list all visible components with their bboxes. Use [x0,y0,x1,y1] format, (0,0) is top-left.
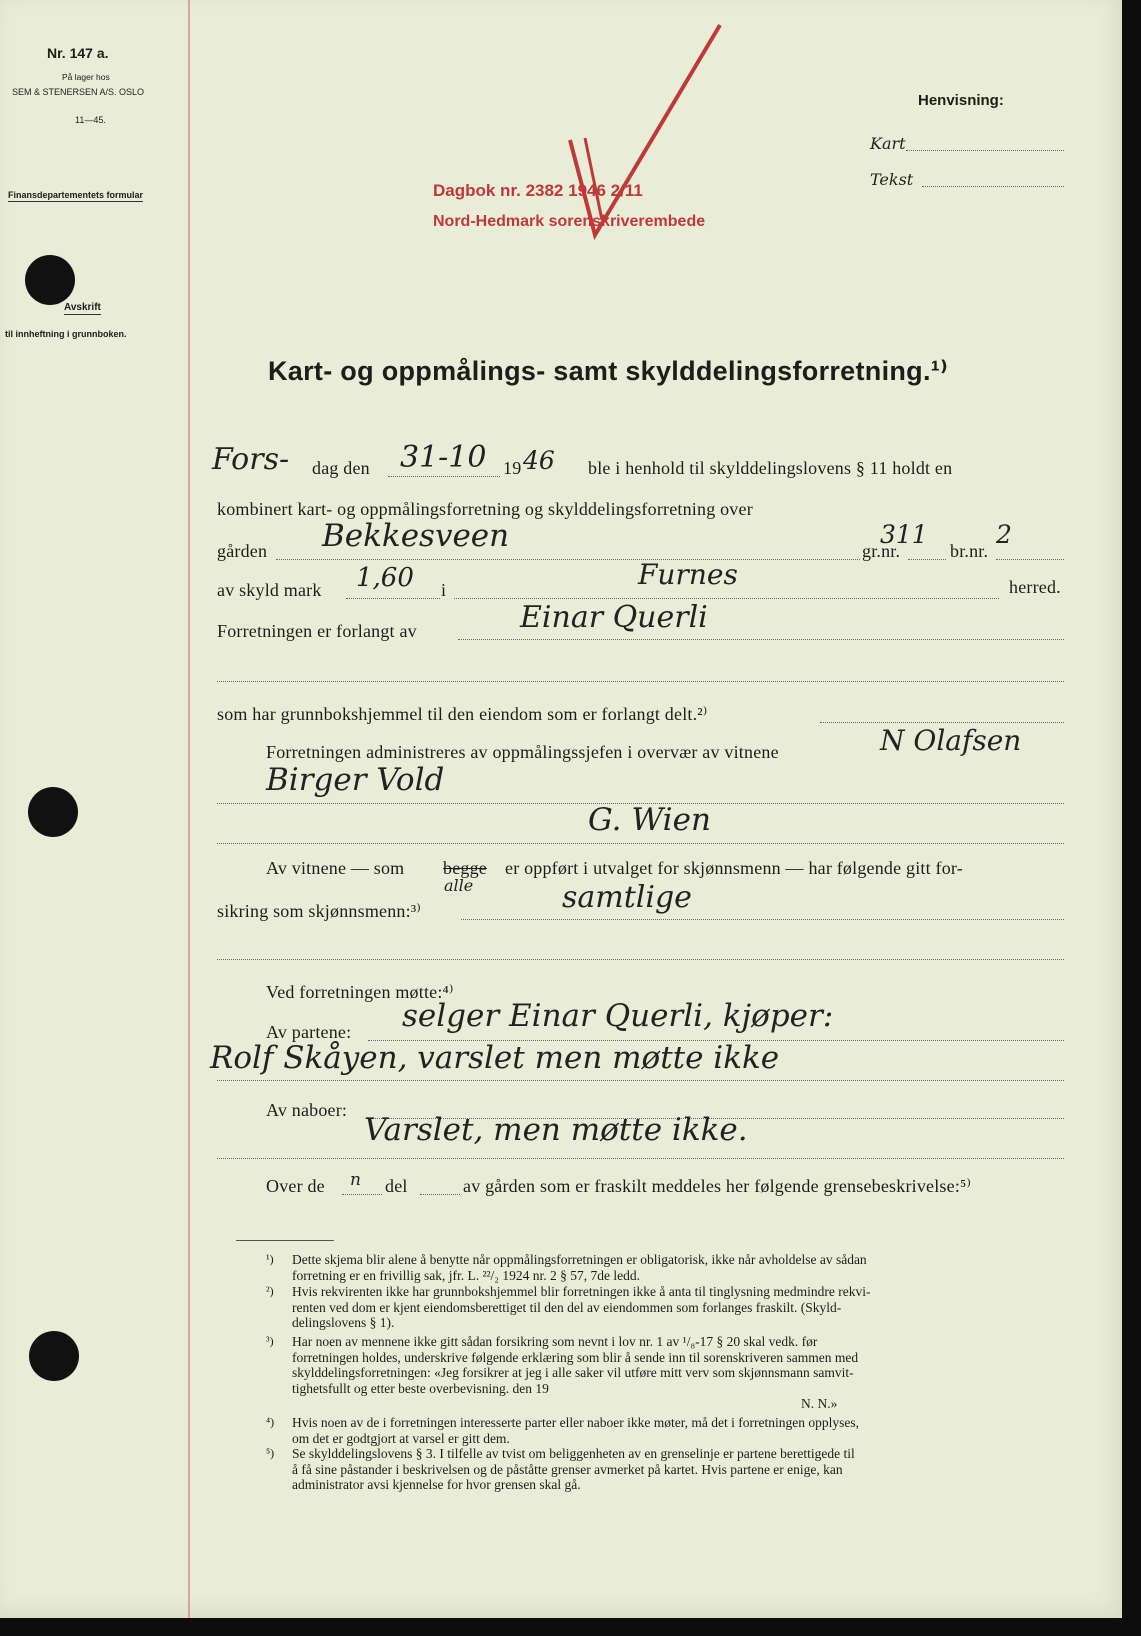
requested-by-line [458,639,1064,640]
blank-line [217,1158,1064,1159]
publisher-line-2: SEM & STENERSEN A/S. OSLO [12,87,145,97]
footnote-line: tighetsfullt og etter beste overbevisning. den 19 [292,1380,549,1396]
neighbours-label: Av naboer: [266,1100,348,1120]
footnote-line: Se skylddelingslovens § 3. I tilfelle av tvist om beliggenheten av en grenselinje er partene berettigede til [292,1446,855,1461]
year-prefix: 19 [503,458,522,478]
footnote-line: skylddelingsforretningen: «Jeg forsikrer at jeg i alle saker vil utføre mitt verv som skjønnsmann samvit- [292,1365,854,1380]
boundary-label: av gården som er fraskilt meddeles her følgende grensebeskrivelse:⁵⁾ [463,1176,972,1196]
over-label: Over de [266,1176,325,1196]
parties-handwritten-2: Rolf Skåyen, varslet men møtte ikke [210,1040,780,1076]
reference-kart-line [906,150,1064,151]
print-date: 11—45. [75,115,106,125]
assurance-label: sikring som skjønnsmenn:³⁾ [217,901,422,921]
witnesses-text: er oppført i utvalget for skjønnsmenn — har følgende gitt for- [505,858,963,878]
attendance-label: Ved forretningen møtte:⁴⁾ [266,982,454,1002]
title-holder-label: som har grunnbokshjemmel til den eiendom som er forlangt delt.²⁾ [217,704,708,724]
grnr-label: gr.nr. [862,541,901,561]
begge-struck-text: begge [443,858,487,878]
copy-note-subtitle: til innheftning i grunnboken. [5,329,127,339]
witnesses-label: Av vitnene — som [266,858,405,878]
skyld-line [346,598,440,599]
weekday-handwritten: Fors- [212,442,290,477]
garden-handwritten: Bekkesveen [322,518,510,554]
brnr-handwritten: 2 [996,520,1012,549]
garden-label: gården [217,541,268,561]
over-handwritten: n [350,1170,361,1190]
footnote-line: Har noen av mennene ikke gitt sådan forsikring som nevnt i lov nr. 1 av ¹/₈-17 § 20 skal vedk. før [292,1334,818,1349]
herred-label: herred. [1009,577,1061,597]
line1-text: ble i henhold til skylddelingslovens § 11 holdt en [588,458,953,478]
reference-kart-label: Kart [870,134,906,153]
over-line [342,1194,382,1195]
reference-tekst-line [922,186,1064,187]
footnote-line: Dette skjema blir alene å benytte når oppmålingsforretningen er obligatorisk, ikke når avholdelse av sådan [292,1252,867,1267]
footnote-mark: ⁵) [266,1446,275,1460]
footnote-line: forretningen holdes, underskrive følgende erklæring som blir å sende inn til sorenskriveren sammen med [292,1349,859,1365]
requested-by-handwritten: Einar Querli [520,600,708,635]
grnr-handwritten: 311 [880,520,928,549]
assurance-handwritten: samtlige [562,880,692,915]
administrator-label: Forretningen administreres av oppmålingssjefen i overvær av vitnene [266,742,779,762]
footnote-line: N. N.» [801,1396,838,1411]
footnote-mark: ⁴) [266,1415,275,1429]
skyld-label: av skyld mark [217,580,322,600]
blank-line [217,959,1064,960]
parties-label: Av partene: [266,1022,352,1042]
reference-tekst-label: Tekst [870,170,914,189]
punch-hole [29,1331,79,1381]
requested-by-label: Forretningen er forlangt av [217,621,417,641]
date-handwritten: 31-10 [400,440,487,475]
publisher-line-1: På lager hos [62,72,110,82]
year-handwritten: 46 [523,446,555,475]
date-label: dag den [312,458,370,478]
footnote-line: å få sine påstander i beskrivelsen og de påståtte grenser avmerket på kartet. Hvis partene er enige, kan [292,1461,843,1477]
title-holder-line [820,722,1064,723]
herred-handwritten: Furnes [638,558,738,591]
brnr-label: br.nr. [950,541,989,561]
footnote-mark: ³) [266,1334,274,1348]
witness-1-handwritten: N Olafsen [880,724,1022,757]
garden-line [276,559,860,560]
copy-note-title: Avskrift [64,302,101,313]
date-line [388,476,500,477]
footnote-line: Hvis rekvirenten ikke har grunnbokshjemmel blir forretningen ikke å anta til tinglysning medmindre rekvi- [292,1284,871,1299]
footnote-line: Hvis noen av de i forretningen interesserte parter eller naboer ikke møter, må det i forretningen opplyses, [292,1415,860,1430]
punch-hole [28,787,78,837]
brnr-line [996,559,1064,560]
footnote-line: renten ved dom er kjent eiendomsberettiget til den del av eiendommen som forlanges fraskilt. (Skyld- [292,1299,842,1315]
journal-stamp: Dagbok nr. 2382 1946 2/11 [433,181,643,200]
punch-hole [25,255,75,305]
assurance-line [461,919,1064,920]
margin-rule [188,0,190,1618]
grnr-line [908,559,946,560]
office-stamp: Nord-Hedmark sorenskriverembede [433,213,706,230]
footnote-line: om det er godtgjort at varsel er gitt dem. [292,1430,510,1446]
footnote-line: forretning er en frivillig sak, jfr. L. ²²/₂ 1924 nr. 2 § 57, 7de ledd. [292,1267,640,1283]
footnote-line: administrator avsi kjennelse for hvor grensen skal gå. [292,1477,581,1492]
neighbours-handwritten: Varslet, men møtte ikke. [364,1112,748,1148]
blank-line [217,681,1064,682]
footnote-rule [236,1240,334,1241]
footnote-mark: ¹) [266,1252,274,1266]
del-line [420,1194,460,1195]
witness-2-handwritten: Birger Vold [266,762,445,798]
footnote-mark: ²) [266,1284,274,1298]
checkmark-icon [540,20,740,250]
witness-line-2 [217,843,1064,844]
line2-text: kombinert kart- og oppmålingsforretning og skylddelingsforretning over [217,499,753,519]
reference-title: Henvisning: [918,92,1004,109]
issuer-label: Finansdepartementets formular [8,190,144,200]
alle-handwritten: alle [444,876,474,895]
skyld-handwritten: 1,60 [356,563,414,593]
form-number: Nr. 147 a. [47,45,109,61]
parties-line-2 [217,1080,1064,1081]
witness-3-handwritten: G. Wien [588,802,711,838]
i-label: i [441,580,447,600]
del-label: del [385,1176,408,1196]
footnote-line: delingslovens § 1). [292,1315,395,1330]
herred-line [454,598,999,599]
parties-handwritten-1: selger Einar Querli, kjøper: [402,998,834,1034]
document-title: Kart- og oppmålings- samt skylddelingsforretning.¹⁾ [268,356,949,386]
